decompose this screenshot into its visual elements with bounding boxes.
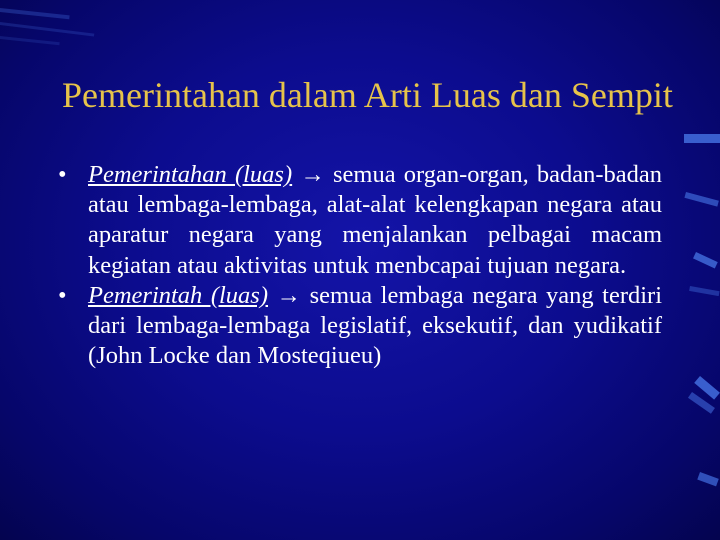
- bullet-item: [58, 160, 662, 281]
- bullet-marker: •: [58, 281, 67, 309]
- bullet-term: Pemerintahan (luas): [88, 161, 293, 188]
- bullet-term: Pemerintah (luas): [88, 281, 268, 309]
- arrow-icon: →: [276, 281, 302, 309]
- arrow-icon: →: [300, 161, 325, 188]
- bullet-list: [58, 160, 662, 371]
- slide-title: Pemerintahan dalam Arti Luas dan Sempit: [62, 75, 673, 116]
- bullet-marker: •: [58, 161, 67, 188]
- bullet-text: semua lembaga negara yang terdiri dari lembaga-lembaga legislatif, eksekutif, dan yudikatif (John Locke dan Mosteqiueu): [88, 281, 663, 370]
- bullet-text: semua organ-organ, badan-badan atau lembaga-lembaga, alat-alat kelengkapan negara atau aparatur negara yang menjalankan pelbagai macam kegiatan atau aktivitas untuk menbcapai tujuan negara.: [88, 161, 663, 279]
- bullet-item: [58, 281, 662, 372]
